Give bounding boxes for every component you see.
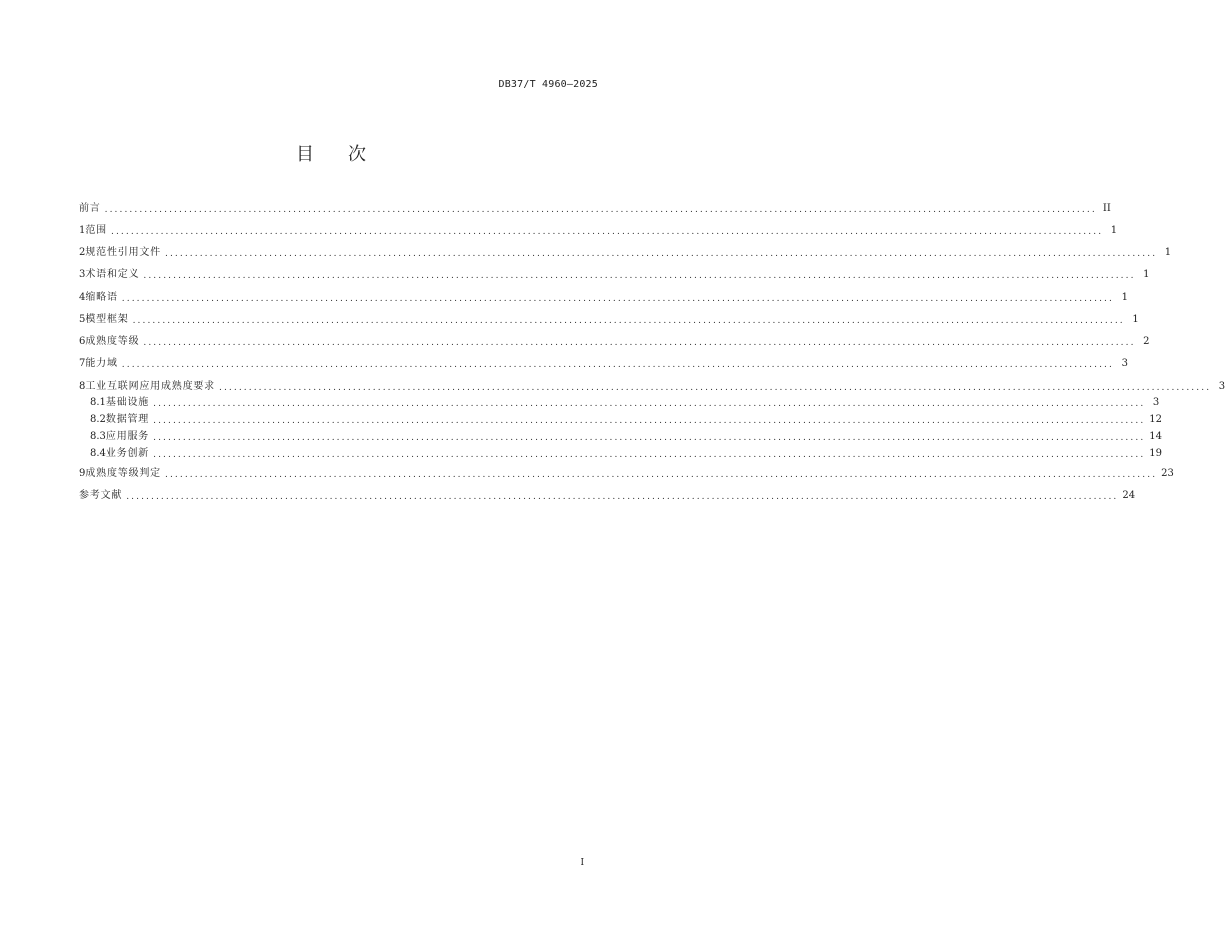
toc-entry[interactable] [79, 266, 1150, 282]
page-number: I [580, 858, 584, 868]
toc-entry-number: 8.2 [90, 414, 106, 425]
toc-entry-number: 8 [79, 381, 86, 392]
toc-entry-page: 2 [1143, 336, 1150, 347]
toc-entry-number: 3 [79, 269, 86, 280]
toc-dot-leader: ........................................................................................................................................................................................................ [153, 416, 1146, 426]
toc-entry[interactable] [90, 428, 1163, 444]
toc-entry-number: 8.3 [90, 431, 106, 442]
toc-entry-page: 3 [1218, 381, 1225, 392]
toc-entry-label: 成熟度等级 [85, 336, 140, 347]
toc-entry-label: 成熟度等级判定 [85, 468, 161, 479]
toc-entry-number: 9 [79, 468, 86, 479]
toc-entry-page: 1 [1110, 225, 1118, 236]
toc-dot-leader: ........................................................................................................................................................................................................ [153, 433, 1146, 443]
toc-entry[interactable] [79, 378, 1225, 394]
toc-entry[interactable] [90, 411, 1163, 427]
toc-dot-leader: ........................................................................................................................................................................................................ [132, 316, 1125, 326]
toc-dot-leader: ........................................................................................................................................................................................................ [164, 470, 1158, 480]
toc-entry[interactable] [79, 487, 1136, 503]
toc-entry-page: II [1102, 203, 1111, 214]
toc-entry-page: 1 [1143, 269, 1150, 280]
toc-entry-page: 3 [1152, 397, 1160, 408]
toc-entry[interactable] [79, 465, 1174, 481]
toc-dot-leader: ........................................................................................................................................................................................................ [218, 383, 1212, 393]
toc-entry-page: 19 [1149, 448, 1163, 459]
toc-entry-label: 数据管理 [105, 414, 150, 425]
toc-entry[interactable] [79, 289, 1128, 305]
toc-entry-page: 1 [1132, 314, 1139, 325]
toc-entry-label: 参考文献 [79, 490, 123, 501]
toc-entry-number: 5 [79, 314, 86, 325]
toc-entry-page: 12 [1149, 414, 1163, 425]
toc-entry[interactable] [79, 222, 1118, 238]
toc-entry[interactable] [90, 445, 1163, 461]
toc-entry-label: 模型框架 [85, 314, 129, 325]
toc-entry-page: 1 [1121, 292, 1128, 303]
toc-dot-leader: ........................................................................................................................................................................................................ [153, 399, 1146, 409]
toc-entry-page: 24 [1122, 490, 1136, 501]
toc-entry-label: 基础设施 [105, 397, 150, 408]
toc-entry-label: 术语和定义 [85, 269, 140, 280]
toc-dot-leader: ........................................................................................................................................................................................................ [104, 205, 1097, 215]
toc-entry-page: 3 [1121, 358, 1128, 369]
toc-entry-label: 缩略语 [85, 292, 118, 303]
toc-entry[interactable] [90, 394, 1160, 410]
toc-entry-number: 2 [79, 247, 86, 258]
toc-entry-label: 能力域 [85, 358, 118, 369]
toc-dot-leader: ........................................................................................................................................................................................................ [121, 360, 1114, 370]
toc-entry-page: 23 [1161, 468, 1174, 479]
toc-entry-label: 应用服务 [105, 431, 150, 442]
toc-title-char-2: 次 [348, 144, 366, 165]
toc-dot-leader: ........................................................................................................................................................................................................ [126, 492, 1119, 502]
toc-entry-label: 范围 [85, 225, 107, 236]
toc-title-char-1: 目 [296, 144, 314, 165]
toc-entry-page: 1 [1164, 247, 1172, 258]
toc-entry-number: 7 [79, 358, 86, 369]
toc-entry[interactable] [79, 355, 1128, 371]
toc-entry-label: 规范性引用文件 [85, 247, 161, 258]
toc-entry-number: 6 [79, 336, 86, 347]
toc-dot-leader: ........................................................................................................................................................................................................ [121, 294, 1114, 304]
toc-entry-label: 工业互联网应用成熟度要求 [85, 381, 215, 392]
toc-entry-number: 8.1 [90, 397, 106, 408]
toc-dot-leader: ........................................................................................................................................................................................................ [143, 338, 1136, 348]
toc-entry-page: 14 [1149, 431, 1163, 442]
toc-entry-number: 1 [79, 225, 86, 236]
toc-dot-leader: ........................................................................................................................................................................................................ [110, 227, 1104, 237]
toc-entry-number: 8.4 [90, 448, 106, 459]
toc-entry[interactable] [79, 333, 1150, 349]
toc-dot-leader: ........................................................................................................................................................................................................ [153, 450, 1146, 460]
toc-entry[interactable] [79, 311, 1139, 327]
toc-dot-leader: ........................................................................................................................................................................................................ [164, 249, 1158, 259]
toc-entry[interactable] [79, 200, 1111, 216]
toc-dot-leader: ........................................................................................................................................................................................................ [143, 271, 1136, 281]
toc-entry-label: 业务创新 [105, 448, 150, 459]
toc-entry-number: 4 [79, 292, 86, 303]
toc-entry[interactable] [79, 244, 1172, 260]
toc-title [0, 140, 662, 166]
standard-code: DB37/T 4960—2025 [498, 79, 598, 90]
toc-entry-label: 前言 [79, 203, 101, 214]
